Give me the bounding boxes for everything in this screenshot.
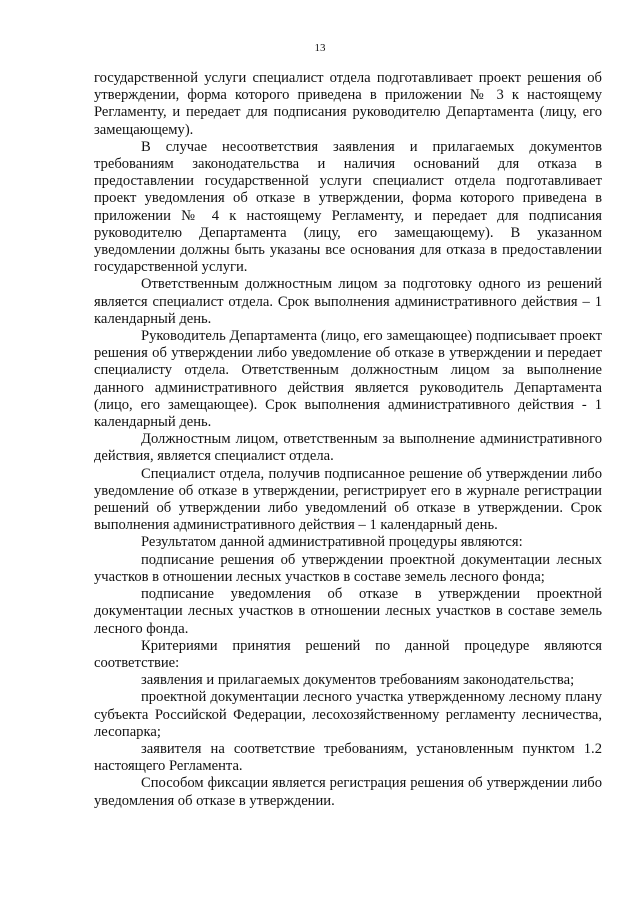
paragraph-head-signs: Руководитель Департамента (лицо, его замещающее) подписывает проект решения об утверждении либо уведомление об отказе в утверждении и передает специалисту отдела. Ответственным должностным лицом за выполнение данного административного действия является руководитель Департамента (лицо, его замещающее). Срок выполнения административного действия - 1 календарный день. — [94, 328, 602, 431]
paragraph-fixation-method: Способом фиксации является регистрация решения об утверждении либо уведомления об отказе в утверждении. — [94, 775, 602, 809]
list-item-result-approval: подписание решения об утверждении проектной документации лесных участков в отношении лесных участков в составе земель лесного фонда; — [94, 551, 602, 585]
paragraph-refusal-case: В случае несоответствия заявления и прилагаемых документов требованиям законодательства и наличия оснований для отказа в предоставлении государственной услуги специалист отдела подготавливает проект уведомления об отказе в утверждении, форма которого приведена в приложении № 4 к настоящему Регламенту, и передает для подписания руководителю Департамента (лицу, его замещающему). В указанном уведомлении должны быть указаны все основания для отказа в предоставлении государственной услуги. — [94, 138, 602, 276]
paragraph-criteria-heading: Критериями принятия решений по данной процедуре являются соответствие: — [94, 637, 602, 671]
paragraph-registration: Специалист отдела, получив подписанное решение об утверждении либо уведомление об отказе в утверждении, регистрирует его в журнале регистрации решений об утверждении либо уведомлений об отказе в утверждении. Срок выполнения административного действия – 1 календарный день. — [94, 465, 602, 534]
paragraph-continuation: государственной услуги специалист отдела подготавливает проект решения об утверждении, форма которого приведена в приложении № 3 к настоящему Регламенту, и передает для подписания руководителю Департамента (лицу, его замещающему). — [94, 70, 602, 138]
document-body — [94, 70, 602, 810]
paragraph-responsible-official: Должностным лицом, ответственным за выполнение административного действия, является специалист отдела. — [94, 431, 602, 465]
paragraph-responsible-preparation: Ответственным должностным лицом за подготовку одного из решений является специалист отдела. Срок выполнения административного действия – 1 календарный день. — [94, 276, 602, 327]
paragraph-results-heading: Результатом данной административной процедуры являются: — [141, 534, 523, 551]
list-item-result-refusal: подписание уведомления об отказе в утверждении проектной документации лесных участков в отношении лесных участков в составе земель лесного фонда. — [94, 586, 602, 637]
list-item-criterion-plan: проектной документации лесного участка утвержденному лесному плану субъекта Российской Федерации, лесохозяйственному регламенту лесничества, лесопарка; — [94, 689, 602, 740]
page-number: 13 — [314, 42, 326, 54]
list-item-criterion-applicant: заявителя на соответствие требованиям, установленным пунктом 1.2 настоящего Регламента. — [94, 740, 602, 775]
list-item-criterion-documents: заявления и прилагаемых документов требованиям законодательства; — [141, 672, 575, 689]
